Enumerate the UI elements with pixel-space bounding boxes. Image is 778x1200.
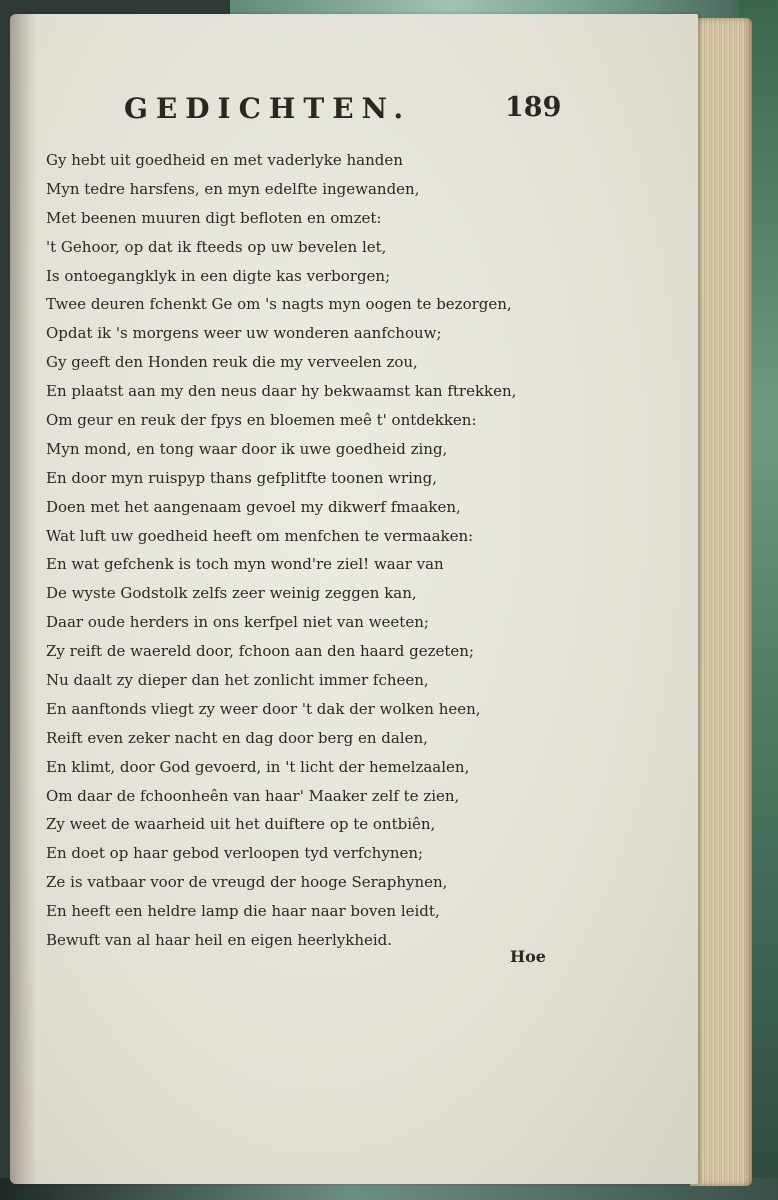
poem-line: Myn tedre harsfens, en myn edelfte ingewanden, <box>46 179 420 198</box>
poem-line: En plaatst aan my den neus daar hy bekwaamst kan ftrekken, <box>46 382 517 401</box>
gutter-shadow <box>10 14 36 1184</box>
poem-line: En klimt, door God gevoerd, in 't licht der hemelzaalen, <box>46 757 470 776</box>
poem-line: En wat gefchenk is toch myn wond're ziel! waar van <box>46 555 444 574</box>
poem-line: 't Gehoor, op dat ik fteeds op uw bevelen let, <box>46 237 387 256</box>
poem-line: Bewuft van al haar heil en eigen heerlykheid. <box>46 931 393 950</box>
page-edges <box>690 18 752 1186</box>
poem-line: Met beenen muuren digt befloten en omzet: <box>46 208 382 227</box>
poem-line: Gy geeft den Honden reuk die my verveelen zou, <box>46 353 418 372</box>
poem-line: Nu daalt zy dieper dan het zonlicht immer fcheen, <box>46 671 429 690</box>
poem-line: En heeft een heldre lamp die haar naar boven leidt, <box>46 902 440 921</box>
poem-line: Zy reift de waereld door, fchoon aan den haard gezeten; <box>46 642 474 661</box>
poem-line: En aanftonds vliegt zy weer door 't dak der wolken heen, <box>46 699 481 718</box>
running-title: GEDICHTEN. <box>124 92 412 125</box>
poem-line: Gy hebt uit goedheid en met vaderlyke handen <box>46 151 403 169</box>
poem-line: Ze is vatbaar voor de vreugd der hooge Seraphynen, <box>46 873 448 892</box>
poem-line: Om geur en reuk der fpys en bloemen meê t' ontdekken: <box>46 411 477 430</box>
poem-line: Reift even zeker nacht en dag door berg en dalen, <box>46 728 428 747</box>
poem-line: Opdat ik 's morgens weer uw wonderen aanfchouw; <box>46 324 442 343</box>
poem-line: Is ontoegangklyk in een digte kas verborgen; <box>46 266 391 285</box>
poem-line: De wyste Godstolk zelfs zeer weinig zeggen kan, <box>46 584 417 603</box>
poem-line: Twee deuren fchenkt Ge om 's nagts myn oogen te bezorgen, <box>46 295 512 314</box>
poem-line: Zy weet de waarheid uit het duiftere op te ontbiên, <box>46 815 436 834</box>
poem-text <box>46 146 566 955</box>
poem-line: Daar oude herders in ons kerfpel niet van weeten; <box>46 613 429 632</box>
poem-line: Wat luft uw goedheid heeft om menfchen te vermaaken: <box>46 526 474 545</box>
page-number: 189 <box>505 92 562 123</box>
poem-line: En doet op haar gebod verloopen tyd verfchynen; <box>46 844 424 863</box>
poem-line: En door myn ruispyp thans gefplitfte toonen wring, <box>46 468 438 487</box>
poem-line: Om daar de fchoonheên van haar' Maaker zelf te zien, <box>46 786 460 805</box>
poem-line: Myn mond, en tong waar door ik uwe goedheid zing, <box>46 439 448 458</box>
catchword: Hoe <box>510 947 546 966</box>
poem-line: Doen met het aangenaam gevoel my dikwerf fmaaken, <box>46 497 461 516</box>
